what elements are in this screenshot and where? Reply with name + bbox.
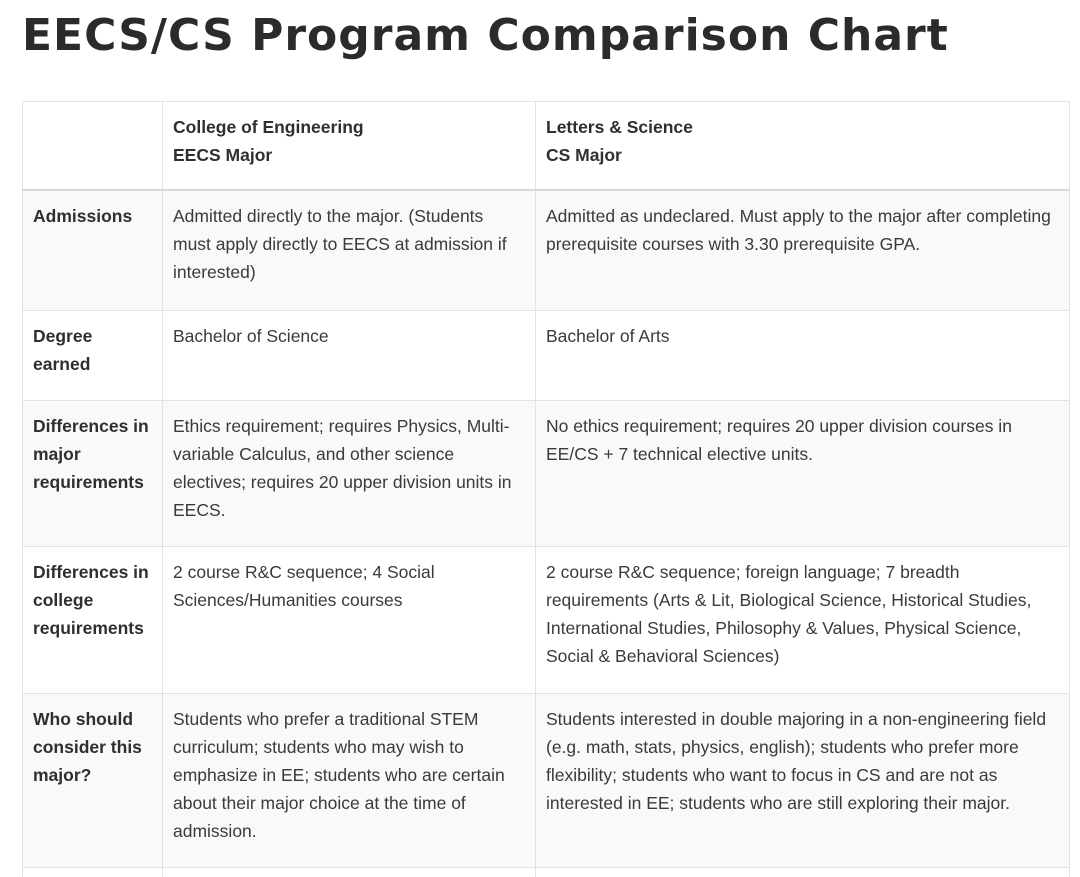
- cell-eecs-partial: [163, 867, 536, 877]
- cell-cs-college-requirements: 2 course R&C sequence; foreign language; 7 breadth requirements (Arts & Lit, Biological Science, Historical Studies, International Studies, Philosophy & Values, Physical Science, Social & Behavioral Sciences): [536, 546, 1070, 693]
- row-label-major-requirements: Differences in major requirements: [23, 400, 163, 546]
- table-row-who-should-consider: [23, 693, 1070, 867]
- cell-eecs-admissions: Admitted directly to the major. (Students must apply directly to EECS at admission if interested): [163, 190, 536, 310]
- header-eecs-major: EECS Major: [173, 145, 273, 165]
- header-eecs-college: College of Engineering: [173, 117, 364, 137]
- header-row: [23, 102, 1070, 191]
- cell-cs-major-requirements: No ethics requirement; requires 20 upper division courses in EE/CS + 7 technical elective units.: [536, 400, 1070, 546]
- page-title: EECS/CS Program Comparison Chart: [22, 10, 949, 61]
- row-label-college-requirements: Differences in college requirements: [23, 546, 163, 693]
- header-corner-cell: [23, 102, 163, 191]
- cell-cs-partial: [536, 867, 1070, 877]
- table-row-degree: [23, 310, 1070, 400]
- table-body: [23, 190, 1070, 877]
- cell-cs-admissions: Admitted as undeclared. Must apply to the major after completing prerequisite courses with 3.30 prerequisite GPA.: [536, 190, 1070, 310]
- cell-cs-who-should-consider: Students interested in double majoring in a non-engineering field (e.g. math, stats, physics, english); students who prefer more flexibility; students who want to focus in CS and are not as interested in EE; students who are still exploring their major.: [536, 693, 1070, 867]
- header-eecs-column: [163, 102, 536, 191]
- cell-eecs-who-should-consider: Students who prefer a traditional STEM curriculum; students who may wish to emphasize in EE; students who are certain about their major choice at the time of admission.: [163, 693, 536, 867]
- table-row-college-requirements: [23, 546, 1070, 693]
- row-label-degree: Degree earned: [23, 310, 163, 400]
- row-label-who-should-consider: Who should consider this major?: [23, 693, 163, 867]
- row-label-partial: [23, 867, 163, 877]
- row-label-admissions: Admissions: [23, 190, 163, 310]
- header-cs-college: Letters & Science: [546, 117, 693, 137]
- table-row-major-requirements: [23, 400, 1070, 546]
- cell-cs-degree: Bachelor of Arts: [536, 310, 1070, 400]
- cell-eecs-major-requirements: Ethics requirement; requires Physics, Multi-variable Calculus, and other science electives; requires 20 upper division units in EECS.: [163, 400, 536, 546]
- table-row-admissions: [23, 190, 1070, 310]
- header-cs-column: [536, 102, 1070, 191]
- table-header: [23, 102, 1070, 191]
- table-row-partial: [23, 867, 1070, 877]
- cell-eecs-college-requirements: 2 course R&C sequence; 4 Social Sciences/Humanities courses: [163, 546, 536, 693]
- header-cs-major: CS Major: [546, 145, 622, 165]
- comparison-table: [22, 101, 1070, 877]
- cell-eecs-degree: Bachelor of Science: [163, 310, 536, 400]
